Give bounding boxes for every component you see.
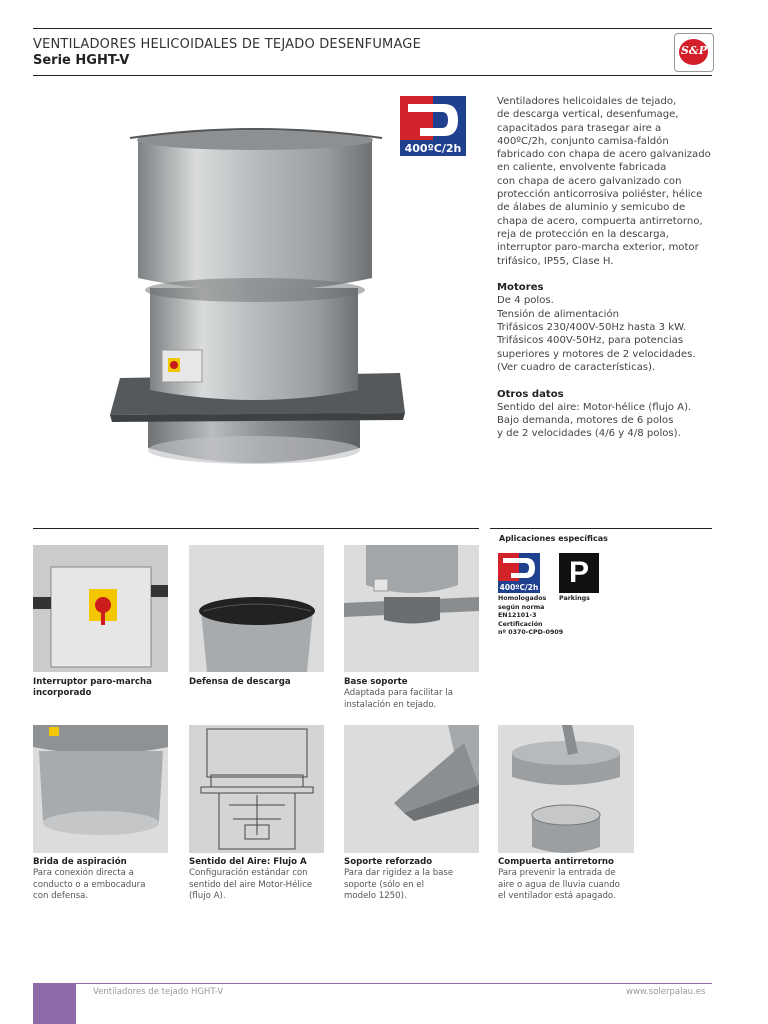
temperature-badge (400, 96, 466, 156)
footer-title: Ventiladores de tejado HGHT-V (93, 987, 224, 997)
parking-icon: P (559, 553, 599, 593)
otros-datos-heading: Otros datos (497, 388, 564, 400)
parking-label: Parkings (559, 595, 590, 602)
page-subtitle: Serie HGHT-V (33, 53, 130, 68)
applications-rule (490, 528, 712, 529)
footer-color-block (33, 983, 76, 1024)
feature-title: Brida de aspiración (33, 857, 127, 867)
footer-rule (33, 983, 712, 984)
feature-text: Para prevenir la entrada de aire o agua de lluvia cuando el ventilador está apagado. (498, 868, 620, 901)
feature-text: Para conexión directa a conducto o a embocadura con defensa. (33, 868, 146, 901)
temperature-badge-text: 400ºC/2h (404, 142, 462, 155)
feature-text: Adaptada para facilitar la instalación en tejado. (344, 688, 453, 710)
feature-text: Configuración estándar con sentido del aire Motor-Hélice (flujo A). (189, 868, 313, 901)
feature-image-base (344, 545, 479, 672)
feature-image-flange (33, 725, 168, 853)
certification-label: Homologados según norma EN12101-3 Certificación nº 0370-CPD-0909 (498, 595, 564, 637)
logo-text: S&P (680, 44, 708, 57)
certification-badge (498, 553, 540, 593)
motores-text: De 4 polos. Tensión de alimentación Trifásicos 230/400V-50Hz hasta 3 kW. Trifásicos 400V-50Hz, para potencias superiores y motores de 2 velocidades. (Ver cuadro de características). (497, 295, 696, 373)
certification-badge-text: 400ºC/2h (499, 583, 539, 592)
footer-website-link[interactable]: www.solerpalau.es (626, 987, 706, 997)
feature-image-guard (189, 545, 324, 672)
feature-image-damper (498, 725, 634, 853)
feature-image-support (344, 725, 479, 853)
feature-text: Para dar rigidez a la base soporte (sólo en el modelo 1250). (344, 868, 454, 901)
feature-title: Soporte reforzado (344, 857, 433, 867)
feature-title: Interruptor paro-marcha incorporado (33, 677, 152, 698)
feature-title: Defensa de descarga (189, 677, 291, 687)
feature-title: Compuerta antirretorno (498, 857, 614, 867)
header-rule (33, 75, 712, 76)
product-description (497, 95, 722, 441)
brand-logo (674, 33, 714, 72)
otros-datos-text: Sentido del aire: Motor-hélice (flujo A). Bajo demanda, motores de 6 polos y de 2 velocidades (4/6 y 4/8 polos). (497, 401, 692, 440)
applications-title: Aplicaciones específicas (499, 534, 608, 543)
page-title: VENTILADORES HELICOIDALES DE TEJADO DESENFUMAGE (33, 37, 421, 52)
feature-title: Sentido del Aire: Flujo A (189, 857, 307, 867)
description-intro: Ventiladores helicoidales de tejado, de descarga vertical, desenfumage, capacitados para trasegar aire a 400ºC/2h, conjunto camisa-faldón fabricado con chapa de acero galvanizado en caliente, envolvente fabricada con chapa de acero galvanizado con protección anticorrosiva poliéster, hélice de álabes de aluminio y semicubo de chapa de acero, compuerta antirretorno, reja de protección en la descarga, interruptor paro-marcha exterior, motor trifásico, IP55, Clase H. (497, 96, 711, 267)
top-rule (33, 28, 712, 29)
features-rule (33, 528, 479, 529)
product-image (100, 128, 410, 473)
motores-heading: Motores (497, 282, 544, 294)
feature-title: Base soporte (344, 677, 408, 687)
feature-image-switch (33, 545, 168, 672)
feature-image-airflow (189, 725, 324, 853)
